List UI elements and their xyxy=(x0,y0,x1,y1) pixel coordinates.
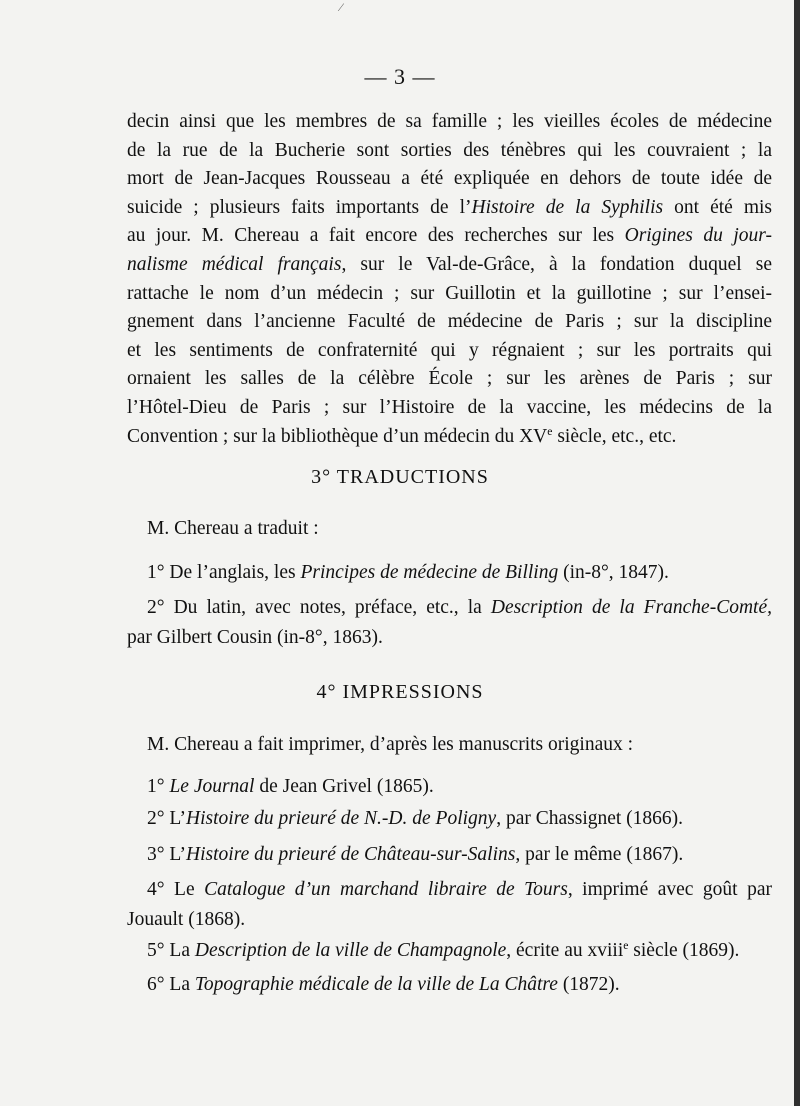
traductions-heading: 3° TRADUCTIONS xyxy=(311,466,489,488)
paragraph-line: suicide ; plusieurs faits importants de l’Histoire de la Syphilis ont été mis xyxy=(127,196,772,218)
paragraph-line: au jour. M. Chereau a fait encore des recherches sur les Origines du jour- xyxy=(127,225,772,247)
list-item xyxy=(127,875,772,935)
impressions-intro-text: M. Chereau a fait imprimer, d’après les manuscrits originaux : xyxy=(147,734,634,755)
list-item xyxy=(127,936,772,966)
paragraph-line: l’Hôtel-Dieu de Paris ; sur l’Histoire de la vaccine, les médecins de la xyxy=(127,396,772,418)
traductions-intro xyxy=(127,514,772,544)
list-item-line: 6° La Topographie médicale de la ville de La Châtre (1872). xyxy=(147,974,620,995)
paragraph-line: rattache le nom d’un médecin ; sur Guillotin et la guillotine ; sur l’ensei- xyxy=(127,282,772,304)
traductions-intro-text: M. Chereau a traduit : xyxy=(147,518,319,539)
list-item-line: 2° Du latin, avec notes, préface, etc., la Description de la Franche-Comté, xyxy=(147,597,772,618)
ink-mark: ⁄ xyxy=(340,0,343,14)
page-edge-shadow xyxy=(794,0,800,1106)
list-item-line: 4° Le Catalogue d’un marchand libraire de Tours, imprimé avec goût par xyxy=(147,879,772,900)
list-item-line: 2° L’Histoire du prieuré de N.-D. de Poligny, par Chassignet (1866). xyxy=(147,808,684,829)
list-item-line: 1° Le Journal de Jean Grivel (1865). xyxy=(147,776,434,797)
list-item-line: 5° La Description de la ville de Champagnole, écrite au xviii$^e$ siècle (1869). xyxy=(147,938,740,961)
paragraph-line: ornaient les salles de la célèbre École ; sur les arènes de Paris ; sur xyxy=(127,368,772,390)
intro-paragraph xyxy=(127,108,772,451)
paragraph-line: Convention ; sur la bibliothèque d’un médecin du XVe siècle, etc., etc. xyxy=(127,424,677,447)
list-item-continuation: Jouault (1868). xyxy=(127,909,246,930)
paragraph-line: mort de Jean-Jacques Rousseau a été expliquée en dehors de toute idée de xyxy=(127,168,772,190)
impressions-heading: 4° IMPRESSIONS xyxy=(316,681,484,703)
list-item xyxy=(127,772,772,802)
paragraph-line: decin ainsi que les membres de sa famille ; les vieilles écoles de médecine xyxy=(127,111,772,132)
impressions-intro xyxy=(127,730,772,760)
list-item-line: 3° L’Histoire du prieuré de Château-sur-Salins, par le même (1867). xyxy=(147,844,684,865)
list-item xyxy=(127,558,772,588)
paragraph-line: et les sentiments de confraternité qui y régnaient ; sur les portraits qui xyxy=(127,339,772,361)
page-number: — 3 — xyxy=(364,64,436,89)
list-item xyxy=(127,840,772,870)
list-item-line: 1° De l’anglais, les Principes de médecine de Billing (in-8°, 1847). xyxy=(147,562,669,583)
paragraph-line: nalisme médical français, sur le Val-de-Grâce, à la fondation duquel se xyxy=(127,253,772,275)
list-item xyxy=(127,970,772,1000)
list-item xyxy=(127,593,772,653)
intro-paragraph-lines xyxy=(127,108,772,451)
paragraph-line: gnement dans l’ancienne Faculté de médecine de Paris ; sur la discipline xyxy=(127,311,772,333)
paragraph-line: de la rue de la Bucherie sont sorties des ténèbres qui les couvraient ; la xyxy=(127,139,772,161)
list-item-continuation: par Gilbert Cousin (in-8°, 1863). xyxy=(127,627,383,648)
list-item xyxy=(127,804,772,834)
